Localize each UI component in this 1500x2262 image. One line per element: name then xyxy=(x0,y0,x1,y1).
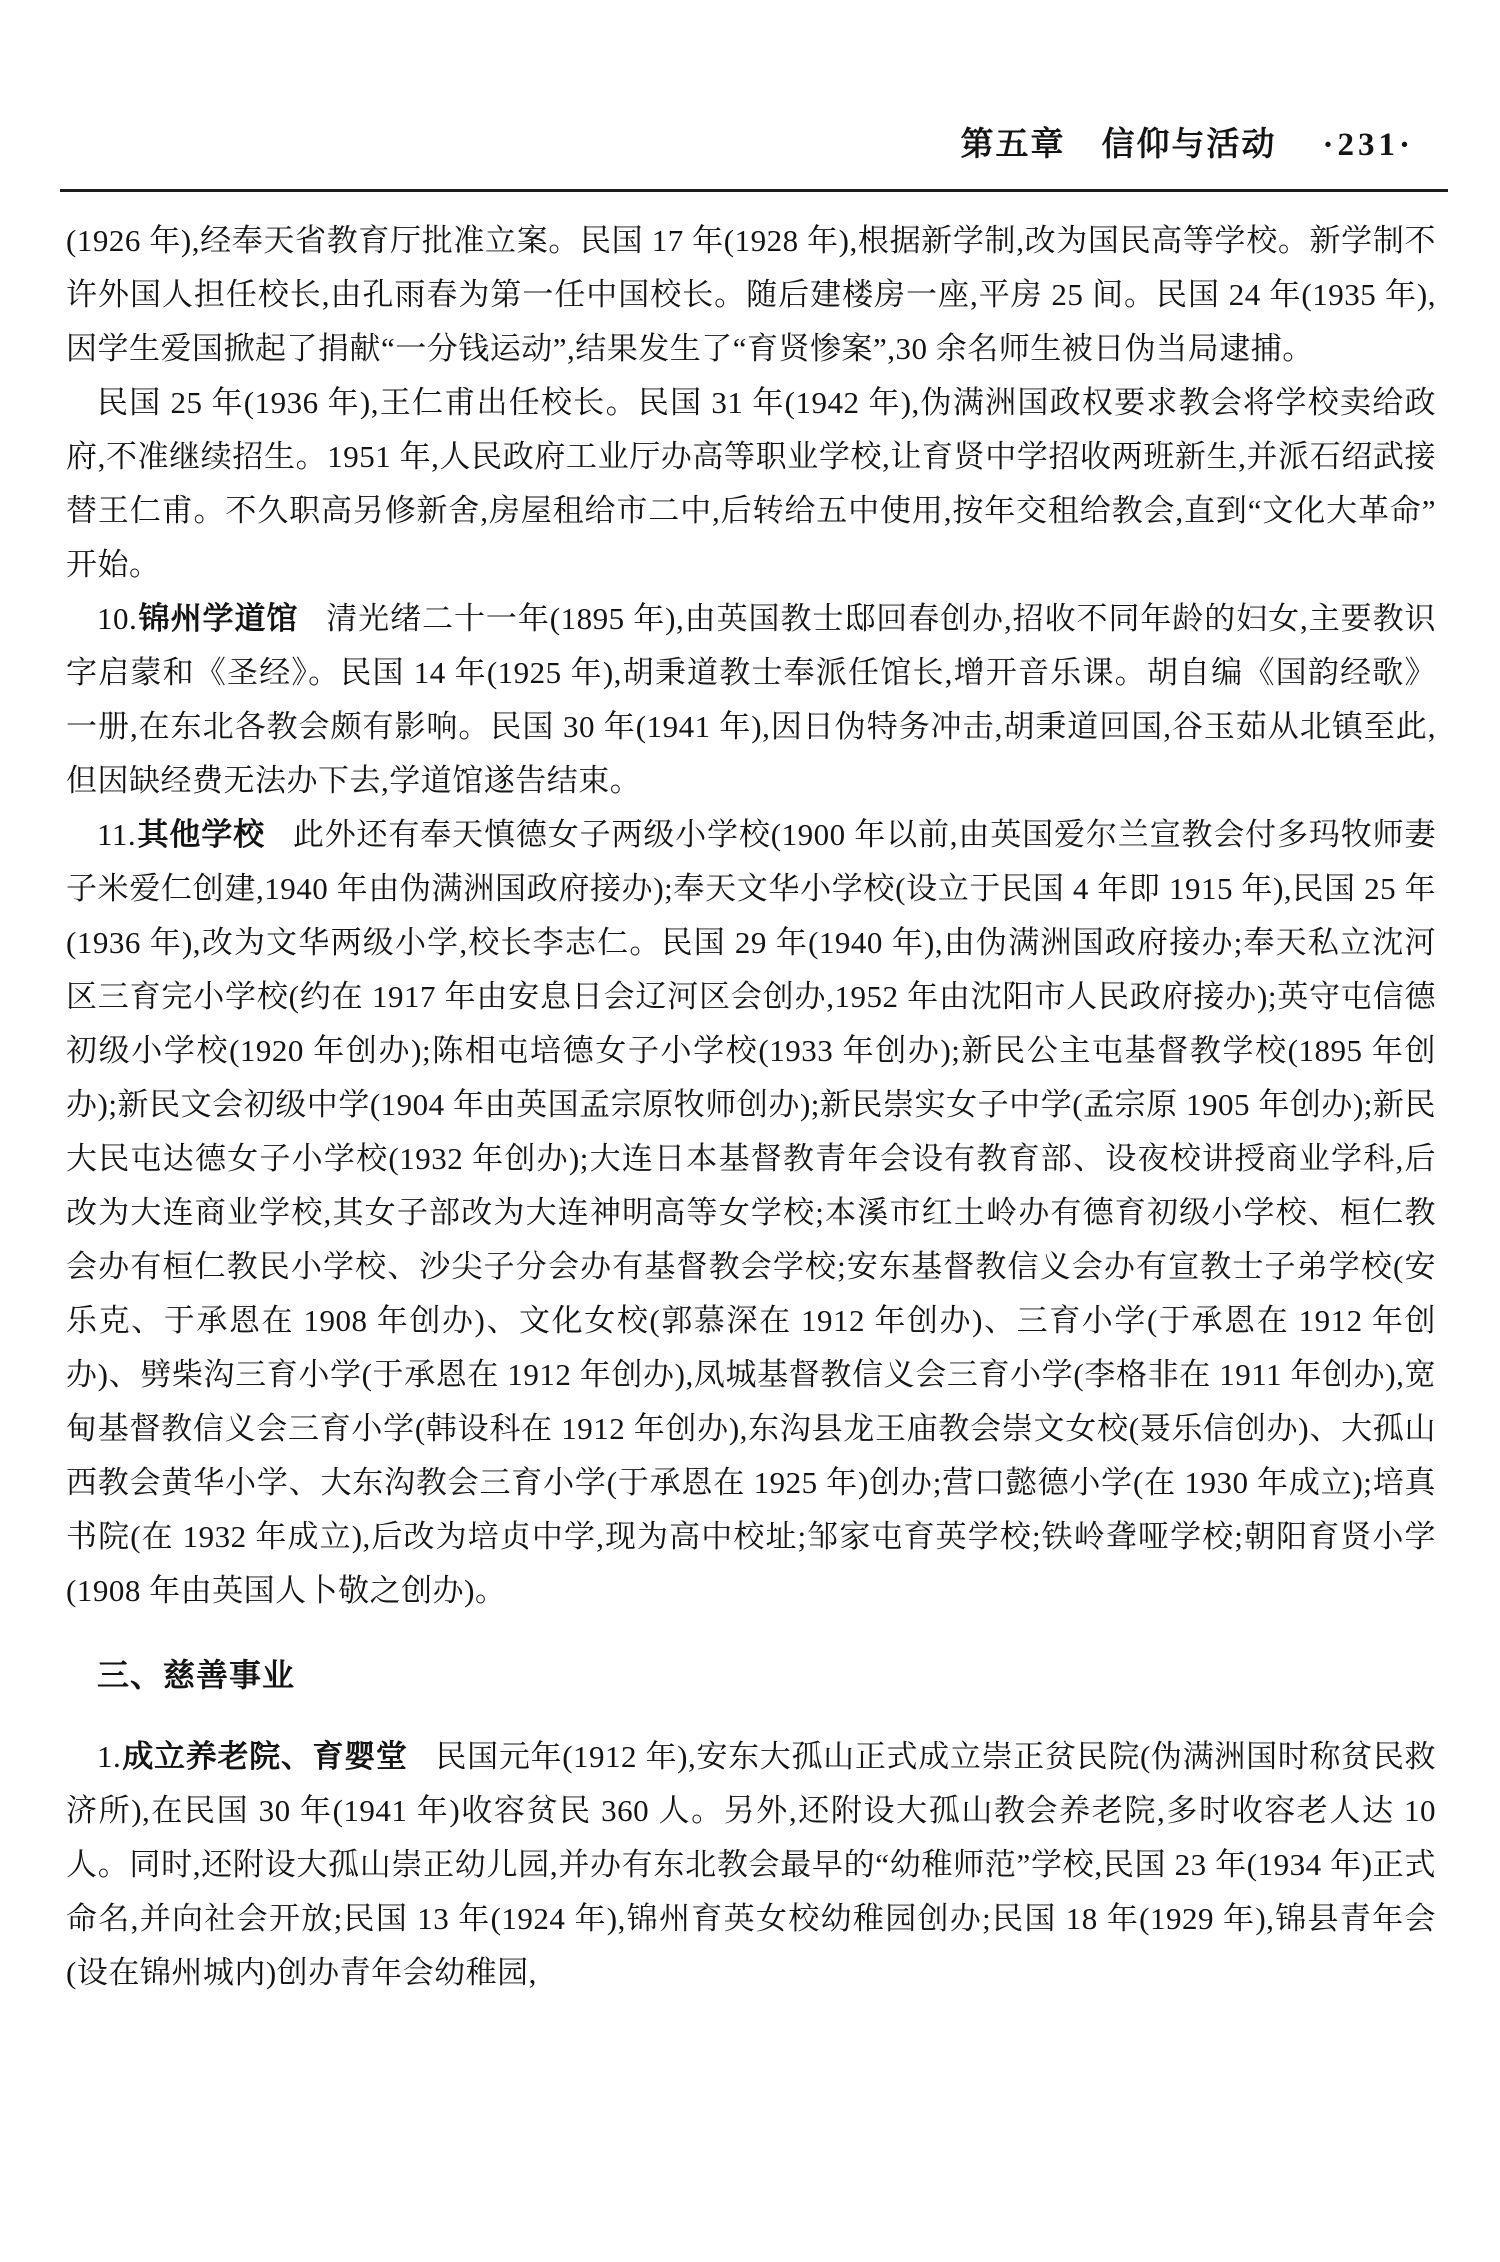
item-title: 成立养老院、育婴堂 xyxy=(122,1739,408,1774)
paragraph-item-11 xyxy=(66,808,1436,1618)
item-title: 锦州学道馆 xyxy=(138,601,299,636)
paragraph-continued xyxy=(66,214,1436,376)
item-number: 1. xyxy=(97,1739,122,1774)
page-number: ·231· xyxy=(1322,127,1414,163)
chapter-title: 信仰与活动 xyxy=(1101,125,1277,162)
paragraph-item-10 xyxy=(66,592,1436,808)
page-header xyxy=(66,118,1436,165)
paragraph xyxy=(66,376,1436,592)
paragraph-item-1 xyxy=(66,1730,1436,2000)
page-body xyxy=(66,192,1436,2000)
paragraph-text: 此外还有奉天慎德女子两级小学校(1900 年以前,由英国爱尔兰宣教会付多玛牧师妻子米爱仁创建,1940 年由伪满洲国政府接办);奉天文华小学校(设立于民国 4 年即 1915 年),民国 25 年(1936 年),改为文华两级小学,校长李志仁。民国 29 年(1940 年),由伪满洲国政府接办;奉天私立沈河区三育完小学校(约在 1917 年由安息日会辽河区会创办,1952 年由沈阳市人民政府接办);英守屯信德初级小学校(1920 年创办);陈相屯培德女子小学校(1933 年创办);新民公主屯基督教学校(1895 年创办);新民文会初级中学(1904 年由英国孟宗原牧师创办);新民崇实女子中学(孟宗原 1905 年创办);新民大民屯达德女子小学校(1932 年创办);大连日本基督教青年会设有教育部、设夜校讲授商业学科,后改为大连商业学校,其女子部改为大连神明高等女学校;本溪市红土岭办有德育初级小学校、桓仁教会办有桓仁教民小学校、沙尖子分会办有基督教会学校;安东基督教信义会办有宣教士子弟学校(安乐克、于承恩在 1908 年创办)、文化女校(郭慕深在 1912 年创办)、三育小学(于承恩在 1912 年创办)、劈柴沟三育小学(于承恩在 1912 年创办),凤城基督教信义会三育小学(李格非在 1911 年创办),宽甸基督教信义会三育小学(韩设科在 1912 年创办),东沟县龙王庙教会崇文女校(聂乐信创办)、大孤山西教会黄华小学、大东沟教会三育小学(于承恩在 1925 年)创办;营口懿德小学(在 1930 年成立);培真书院(在 1932 年成立),后改为培贞中学,现为高中校址;邹家屯育英学校;铁岭聋哑学校;朝阳育贤小学(1908 年由英国人卜敬之创办)。 xyxy=(66,817,1437,1608)
item-number: 10. xyxy=(97,601,138,636)
paragraph-text: 民国元年(1912 年),安东大孤山正式成立崇正贫民院(伪满洲国时称贫民救济所),在民国 30 年(1941 年)收容贫民 360 人。另外,还附设大孤山教会养老院,多时收容老人达 10 人。同时,还附设大孤山崇正幼儿园,并办有东北教会最早的“幼稚师范”学校,民国 23 年(1934 年)正式命名,并向社会开放;民国 13 年(1924 年),锦州育英女校幼稚园创办;民国 18 年(1929 年),锦县青年会(设在锦州城内)创办青年会幼稚园, xyxy=(66,1739,1437,1990)
chapter-label: 第五章 xyxy=(960,125,1066,162)
section-heading: 三、慈善事业 xyxy=(97,1657,296,1693)
paragraph-text: 民国 25 年(1936 年),王仁甫出任校长。民国 31 年(1942 年),伪满洲国政权要求教会将学校卖给政府,不准继续招生。1951 年,人民政府工业厅办高等职业学校,让育贤中学招收两班新生,并派石绍武接替王仁甫。不久职高另修新舍,房屋租给市二中,后转给五中使用,按年交租给教会,直到“文化大革命”开始。 xyxy=(66,385,1436,582)
paragraph-text: 清光绪二十一年(1895 年),由英国教士邸回春创办,招收不同年龄的妇女,主要教识字启蒙和《圣经》。民国 14 年(1925 年),胡秉道教士奉派任馆长,增开音乐课。胡自编《国韵经歌》一册,在东北各教会颇有影响。民国 30 年(1941 年),因日伪特务冲击,胡秉道回国,谷玉茹从北镇至此,但因缺经费无法办下去,学道馆遂告结束。 xyxy=(66,601,1437,798)
paragraph-text: (1926 年),经奉天省教育厅批准立案。民国 17 年(1928 年),根据新学制,改为国民高等学校。新学制不许外国人担任校长,由孔雨春为第一任中国校长。随后建楼房一座,平房 25 间。民国 24 年(1935 年),因学生爱国掀起了捐献“一分钱运动”,结果发生了“育贤惨案”,30 余名师生被日伪当局逮捕。 xyxy=(66,223,1436,366)
item-number: 11. xyxy=(97,817,137,852)
item-title: 其他学校 xyxy=(137,817,265,852)
